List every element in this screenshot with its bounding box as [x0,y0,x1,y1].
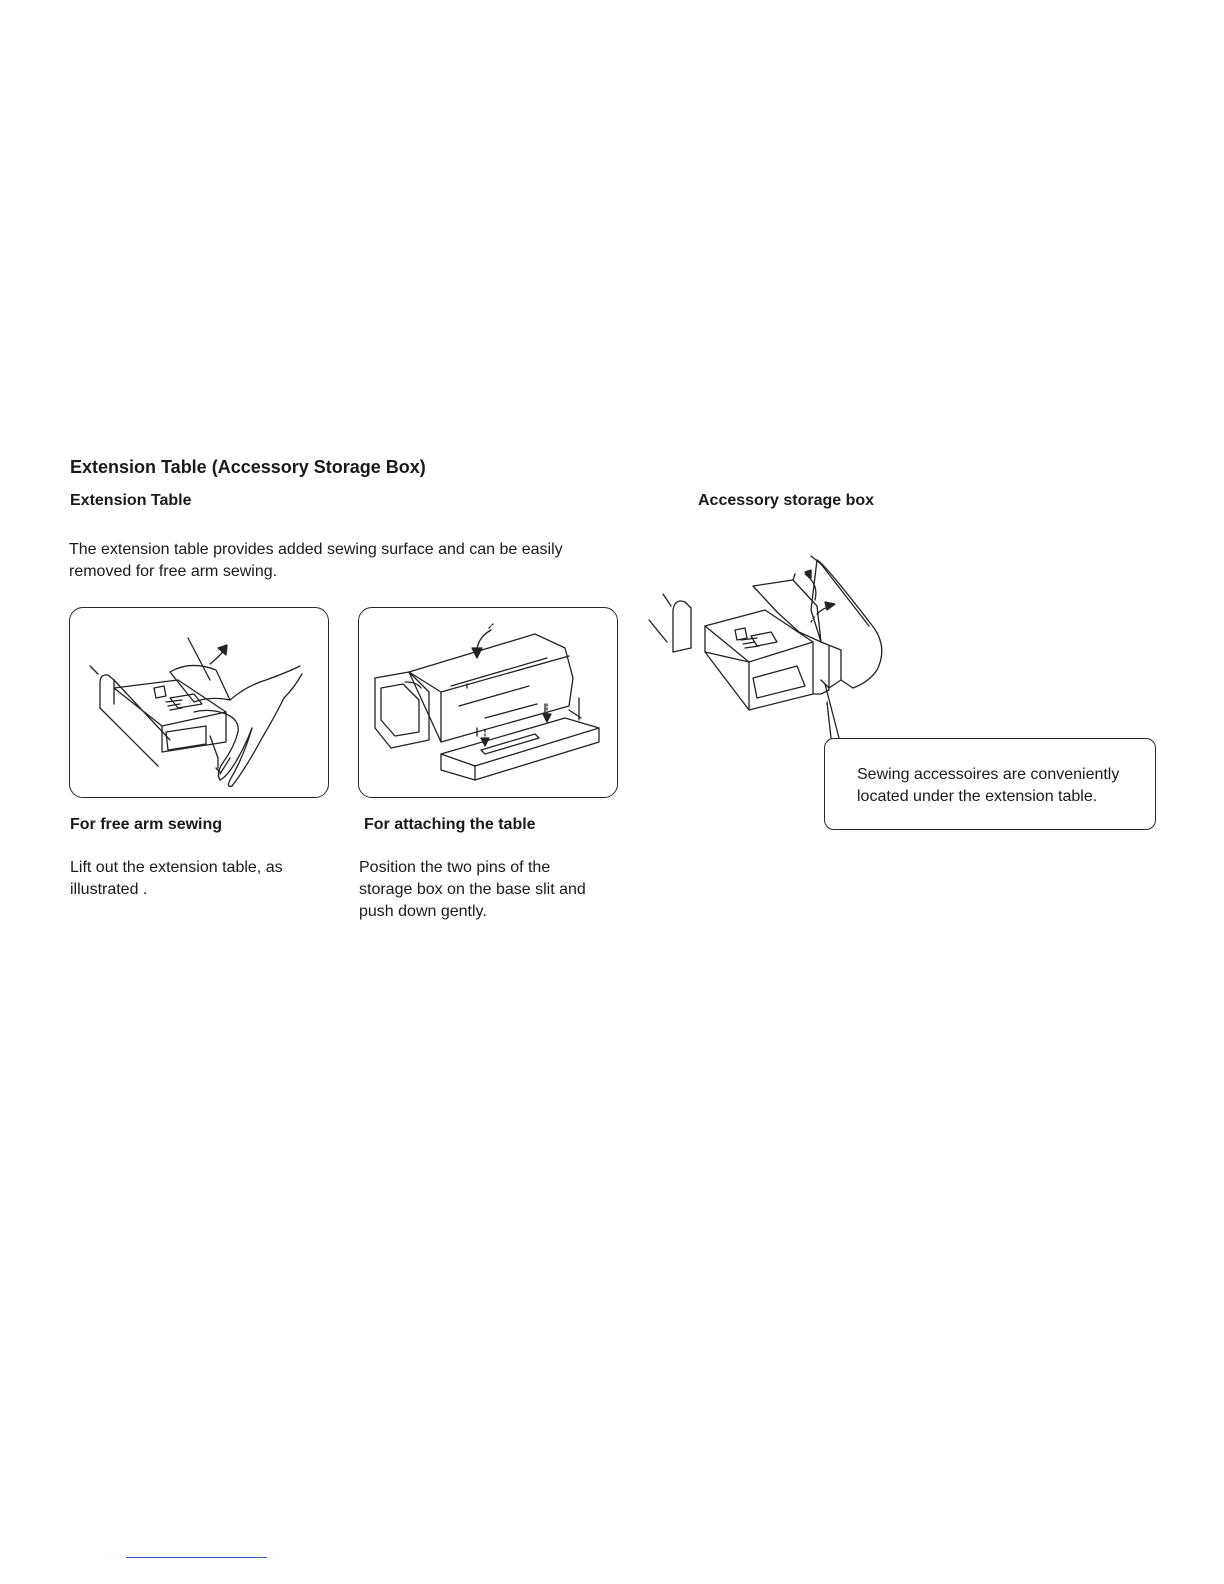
attach-table-description [359,857,586,923]
free-arm-figure [69,607,329,798]
attach-table-line-1: Position the two pins of the [359,859,551,876]
attaching-table-illustration [359,608,617,797]
attach-table-caption: For attaching the table [364,816,536,833]
intro-line-1: The extension table provides added sewing surface and can be easily [69,541,563,558]
intro-paragraph [69,539,563,583]
free-arm-line-1: Lift out the extension table, as [70,859,283,876]
free-arm-description [70,857,283,901]
attach-table-line-2: storage box on the base slit and [359,881,586,898]
section-title: Extension Table (Accessory Storage Box) [70,457,426,477]
open-storage-box-illustration [645,550,895,750]
accessory-storage-heading: Accessory storage box [698,492,875,509]
storage-callout [824,738,1156,830]
callout-line-1: Sewing accessoires are conveniently [857,766,1120,783]
intro-line-2: removed for free arm sewing. [69,563,278,580]
callout-line-2: located under the extension table. [857,788,1098,805]
footer-rule [126,1557,267,1558]
attach-table-figure [358,607,618,798]
attach-table-line-3: push down gently. [359,903,487,920]
callout-text [857,764,1119,808]
free-arm-caption: For free arm sewing [70,816,223,833]
free-arm-line-2: illustrated . [70,881,148,898]
extension-table-heading: Extension Table [70,492,192,509]
hand-lifting-table-illustration [70,608,328,797]
